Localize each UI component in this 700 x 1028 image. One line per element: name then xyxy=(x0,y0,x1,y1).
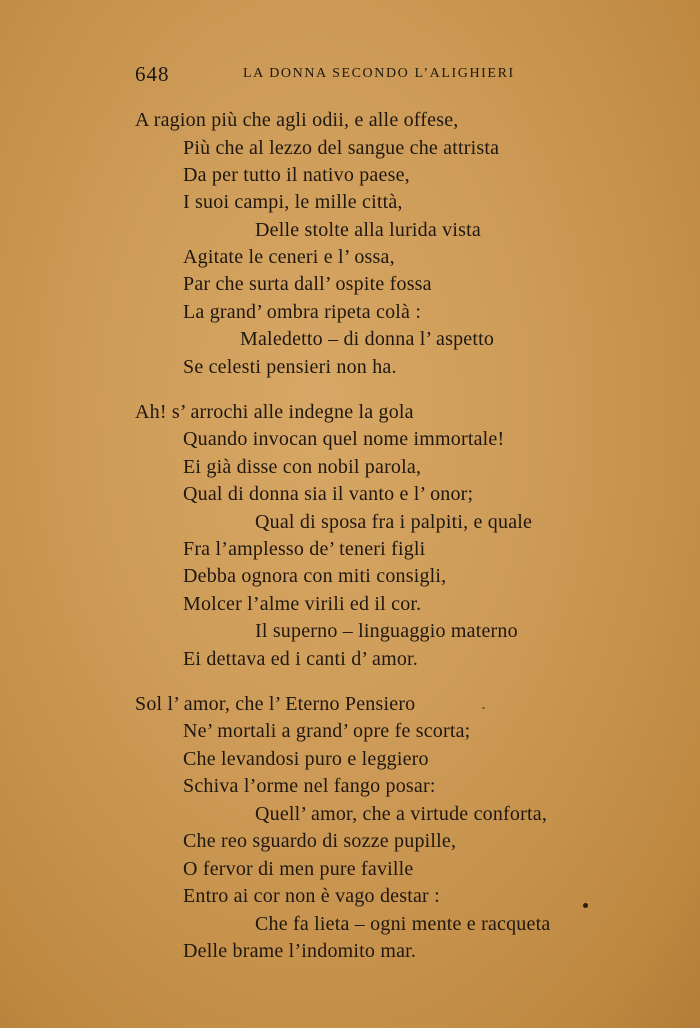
verse-line: Ah! s’ arrochi alle indegne la gola xyxy=(135,401,414,423)
verse-line: A ragion più che agli odii, e alle offese, xyxy=(135,109,459,131)
verse-line: Schiva l’orme nel fango posar: xyxy=(183,775,436,797)
verse-line: Maledetto – di donna l’ aspetto xyxy=(240,328,495,350)
verse-line: Ne’ mortali a grand’ opre fe scorta; xyxy=(183,720,471,742)
verse-line: Qual di sposa fra i palpiti, e quale xyxy=(255,511,533,533)
verse-line: Entro ai cor non è vago destar : xyxy=(183,885,440,907)
ink-speck xyxy=(482,707,485,709)
verse-line: Molcer l’alme virili ed il cor. xyxy=(183,593,422,615)
verse-line: Più che al lezzo del sangue che attrista xyxy=(183,137,500,159)
verse-line: Fra l’amplesso de’ teneri figli xyxy=(183,538,426,560)
page-number: 648 xyxy=(135,62,170,86)
verse-line: Se celesti pensieri non ha. xyxy=(183,356,397,378)
verse-line: Che fa lieta – ogni mente e racqueta xyxy=(255,913,551,935)
running-title: LA DONNA SECONDO L’ALIGHIERI xyxy=(243,66,515,81)
verse-line: Ei già disse con nobil parola, xyxy=(183,456,422,478)
verse-line: Sol l’ amor, che l’ Eterno Pensiero xyxy=(135,693,416,715)
verse-line: Delle stolte alla lurida vista xyxy=(255,219,481,241)
verse-line: La grand’ ombra ripeta colà : xyxy=(183,301,422,323)
verse-line: Da per tutto il nativo paese, xyxy=(183,164,410,186)
verse-line: Delle brame l’indomito mar. xyxy=(183,940,417,962)
verse-line: Ei dettava ed i canti d’ amor. xyxy=(183,648,418,670)
verse-line: O fervor di men pure faville xyxy=(183,858,414,880)
verse-line: Quando invocan quel nome immortale! xyxy=(183,428,505,450)
verse-line: Che levandosi puro e leggiero xyxy=(183,748,429,770)
ink-speck xyxy=(583,903,588,908)
verse-line: I suoi campi, le mille città, xyxy=(183,191,403,213)
page-header xyxy=(135,62,605,90)
verse-line: Il superno – linguaggio materno xyxy=(255,620,518,642)
verse-line: Che reo sguardo di sozze pupille, xyxy=(183,830,457,852)
verse-line: Quell’ amor, che a virtude conforta, xyxy=(255,803,548,825)
verse-line: Par che surta dall’ ospite fossa xyxy=(183,273,432,295)
verse-line: Debba ognora con miti consigli, xyxy=(183,565,447,587)
verse-line: Qual di donna sia il vanto e l’ onor; xyxy=(183,483,474,505)
verse-line: Agitate le ceneri e l’ ossa, xyxy=(183,246,395,268)
